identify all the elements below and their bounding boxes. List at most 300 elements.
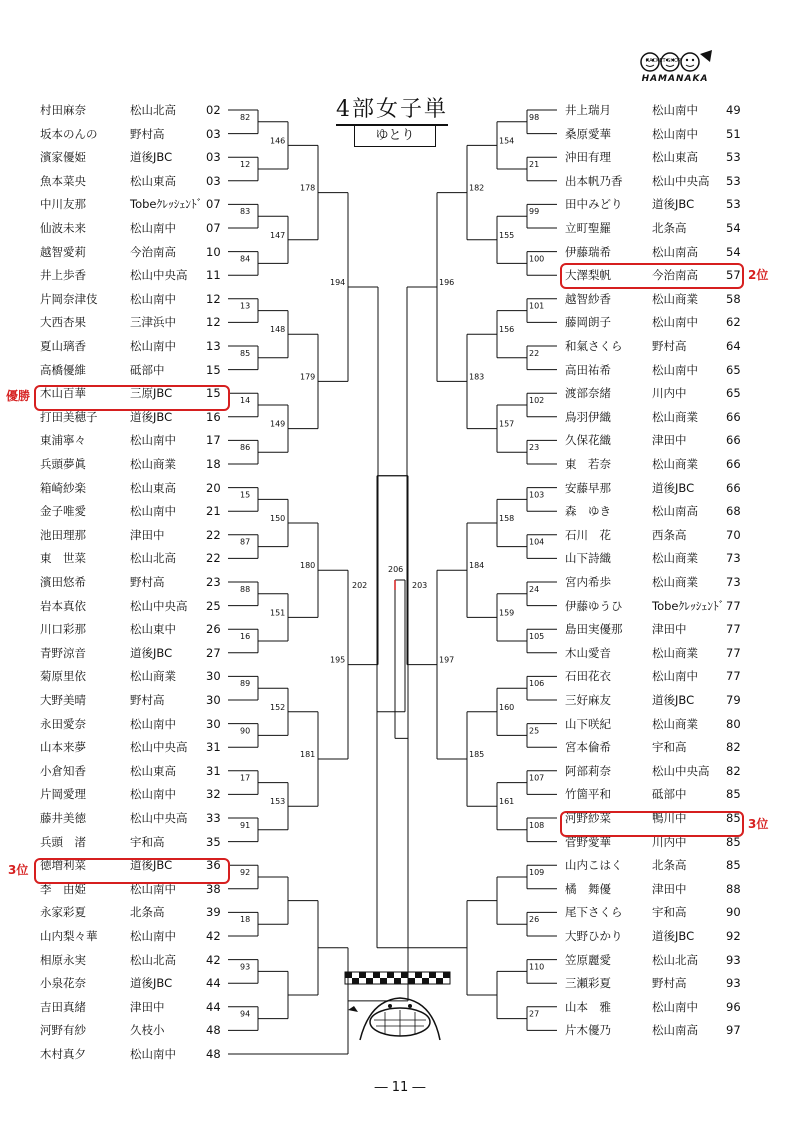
shuttlecock-mascot-icon [340,970,455,1045]
player-club: 松山南中 [130,504,176,519]
right-player-row [0,525,800,545]
right-player-row [0,100,800,120]
player-club: 津田中 [652,622,687,637]
player-club: 松山南中 [130,929,176,943]
player-club: 道後JBC [130,150,173,165]
player-number: 53 [726,197,741,212]
player-club: 松山南中 [652,126,698,141]
match-number: 83 [240,207,251,217]
match-number: 150 [270,514,286,523]
player-number: 57 [726,268,741,283]
player-name: 三好麻友 [565,693,611,707]
third-place-highlight-left [34,858,230,884]
player-number: 07 [206,197,221,212]
match-number: 101 [529,301,545,311]
player-club: 川内中 [652,834,687,849]
player-name: 木村真夕 [40,1047,86,1061]
player-number: 22 [206,551,221,566]
match-number: 18 [240,915,251,925]
player-club: 松山南中 [130,291,176,306]
match-number: 156 [499,325,515,335]
player-number: 77 [726,645,741,660]
player-club: 松山商業 [130,457,176,471]
player-number: 42 [206,929,221,943]
match-number: 26 [529,915,540,925]
match-number: 153 [270,797,286,807]
player-number: 66 [726,409,741,424]
match-number: 206 [388,565,404,574]
player-name: 東 世菜 [40,551,86,566]
player-name: 高田祐希 [565,362,611,377]
logo-sub-text: RACKET SHOP [646,58,682,64]
match-number: 181 [300,750,316,759]
player-number: 49 [726,103,741,117]
player-club: 松山南中 [130,339,176,353]
player-club: 久枝小 [130,1023,165,1038]
player-name: 李 由姫 [40,881,86,896]
player-name: 永家彩夏 [40,905,86,920]
player-club: 砥部中 [652,787,687,802]
match-number: 159 [499,608,515,618]
match-number: 87 [240,537,251,547]
right-player-row [0,171,800,191]
player-name: 鳥羽伊織 [565,409,611,424]
match-number: 92 [240,868,251,877]
player-number: 65 [726,386,741,401]
player-number: 33 [206,811,221,825]
player-number: 42 [206,952,221,967]
match-number: 147 [270,230,286,240]
player-name: 石田花衣 [565,669,611,684]
player-club: Tobeｸﾚｯｼｪﾝﾄﾞ [130,197,203,212]
player-number: 77 [726,598,741,613]
player-name: 大野美晴 [40,693,86,707]
match-number: 25 [529,726,540,736]
player-club: 松山商業 [652,575,698,589]
player-club: 松山南中 [130,787,176,802]
player-club: 津田中 [130,999,165,1014]
player-number: 27 [206,645,221,660]
match-number: 184 [469,561,485,571]
player-number: 85 [726,858,741,873]
player-club: 川内中 [652,386,687,401]
player-name: 森 ゆき [565,504,611,519]
match-number: 202 [352,581,368,590]
match-number: 180 [300,561,316,571]
player-club: 宇和高 [652,740,687,755]
player-name: 兵頭夢眞 [40,457,86,471]
player-number: 17 [206,433,221,448]
player-club: 松山南中 [652,669,698,684]
player-name: 山内こはく [565,858,623,873]
player-number: 77 [726,669,741,684]
match-number: 110 [529,962,545,972]
right-player-row [0,194,800,217]
player-name: 桑原愛華 [565,126,611,141]
match-number: 109 [529,868,545,877]
match-number: 89 [240,679,251,689]
match-number: 154 [499,136,515,146]
player-number: 30 [206,693,221,707]
player-club: 松山東高 [130,173,176,188]
left-player-row [0,1044,800,1064]
player-number: 11 [206,268,221,283]
player-club: 道後JBC [652,480,695,495]
player-number: 30 [206,669,221,684]
player-name: 出本帆乃香 [565,173,623,188]
match-number: 183 [469,372,485,382]
player-name: 山本来夢 [40,740,86,755]
player-name: 川口彩那 [40,622,86,637]
player-club: 松山商業 [652,457,698,471]
match-number: 27 [529,1009,540,1019]
right-player-row [0,666,800,689]
right-player-row [0,926,800,946]
player-name: 三瀬彩夏 [565,976,611,991]
player-club: 宇和高 [652,905,687,920]
player-number: 85 [726,811,741,825]
page-title: 4部女子単 [336,92,448,126]
player-club: 松山南中 [130,221,176,235]
player-name: 村田麻奈 [40,103,86,117]
player-number: 66 [726,433,741,448]
player-number: 13 [206,339,221,353]
player-name: 井上瑞月 [565,103,611,117]
match-number: 160 [499,702,515,712]
match-number: 17 [240,773,251,783]
second-place-label: 2位 [748,268,769,282]
player-name: 宮本倫希 [565,740,611,755]
player-name: 井上歩香 [40,268,86,283]
player-number: 54 [726,221,741,235]
player-name: 藤岡朗子 [565,315,611,330]
player-name: 菅野愛華 [565,834,611,849]
player-name: 打田美穂子 [40,409,98,424]
player-club: 松山南中 [130,881,176,896]
player-club: 道後JBC [652,197,695,212]
player-number: 93 [726,952,741,967]
player-club: 松山南中 [652,103,698,117]
player-name: 越智紗香 [565,291,611,306]
player-name: 安藤早那 [565,480,611,495]
match-number: 149 [270,419,286,429]
player-number: 44 [206,999,221,1014]
player-club: 道後JBC [652,929,695,943]
match-number: 82 [240,112,251,122]
player-number: 18 [206,457,221,471]
player-number: 80 [726,716,741,731]
player-club: 北条高 [130,905,165,920]
player-club: 野村高 [130,126,165,141]
player-number: 68 [726,504,741,519]
player-club: 松山商業 [652,409,698,424]
player-club: 砥部中 [130,362,165,377]
right-player-row [0,737,800,757]
player-club: 今治南高 [130,244,176,259]
player-name: 濱田悠希 [40,575,86,589]
player-name: 池田理那 [40,527,86,542]
player-number: 79 [726,693,741,707]
player-club: Tobeｸﾚｯｼｪﾝﾄﾞ [652,598,725,613]
second-place-highlight [560,263,744,289]
match-number: 161 [499,797,515,807]
player-name: 東 若奈 [565,457,611,471]
player-number: 48 [206,1023,221,1038]
match-number: 15 [240,490,251,500]
player-number: 23 [206,575,221,589]
right-player-row [0,619,800,639]
match-number: 196 [439,278,455,287]
player-number: 10 [206,244,221,259]
right-player-row [0,950,800,970]
match-number: 107 [529,773,545,783]
player-number: 31 [206,763,221,778]
match-number: 100 [529,254,545,264]
right-player-row [0,784,800,807]
player-name: 伊藤ゆうひ [565,598,623,613]
right-player-row [0,902,800,925]
player-name: 島田実優那 [565,622,623,637]
player-number: 54 [726,244,741,259]
player-club: 道後JBC [652,693,695,707]
player-name: 魚本菜央 [40,173,86,188]
match-number: 12 [240,160,251,169]
player-number: 85 [726,834,741,849]
right-player-row [0,714,800,734]
player-number: 21 [206,504,221,519]
player-name: 竹箇平和 [565,787,611,802]
player-name: 大野ひかり [565,929,623,943]
match-number: 91 [240,820,251,830]
player-number: 92 [726,929,741,943]
player-club: 三原JBC [130,386,173,401]
match-number: 152 [270,702,286,712]
match-number: 203 [412,581,428,590]
player-name: 木山百華 [40,386,86,401]
third-place-label-right: 3位 [748,817,769,831]
player-name: 橘 舞優 [565,881,611,896]
player-name: 大西杏果 [40,315,86,330]
player-club: 西条高 [652,527,687,542]
match-number: 151 [270,608,286,618]
player-name: 笠原麗愛 [565,952,611,967]
player-name: 兵頭 渚 [40,834,86,849]
player-name: 高橋優維 [40,362,86,377]
match-number: 108 [529,820,545,830]
player-number: 93 [726,976,741,991]
player-number: 16 [206,409,221,424]
player-number: 30 [206,716,221,731]
match-number: 158 [499,514,515,523]
player-name: 越智愛莉 [40,244,86,259]
player-number: 53 [726,150,741,165]
player-number: 77 [726,622,741,637]
player-club: 松山北高 [130,551,176,566]
player-club: 松山中央高 [130,740,188,755]
player-name: 片木優乃 [565,1023,611,1038]
right-player-row [0,501,800,521]
player-club: 松山商業 [652,291,698,306]
player-club: 津田中 [652,433,687,448]
player-number: 73 [726,551,741,566]
right-player-row [0,596,800,616]
player-name: 吉田真緒 [40,999,86,1014]
player-club: 三津浜中 [130,315,176,330]
player-name: 岩本真依 [40,598,86,613]
right-player-row [0,572,800,592]
right-player-row [0,761,800,781]
player-number: 36 [206,858,221,873]
player-name: 藤井美徳 [40,811,86,825]
match-number: 178 [300,183,316,193]
player-name: 大澤梨帆 [565,268,611,283]
player-name: 中川友那 [40,197,86,212]
player-club: 道後JBC [130,645,173,660]
player-number: 62 [726,315,741,330]
right-player-row [0,218,800,238]
player-name: 石川 花 [565,527,611,542]
player-club: 野村高 [130,575,165,589]
player-number: 90 [726,905,741,920]
match-number: 185 [469,750,485,759]
player-club: 松山南中 [130,433,176,448]
player-club: 松山商業 [130,669,176,684]
match-number: 85 [240,348,251,358]
player-name: 渡部奈緒 [565,386,611,401]
player-club: 松山南中 [130,1047,176,1061]
player-name: 小倉知香 [40,763,86,778]
player-number: 12 [206,315,221,330]
match-number: 94 [240,1009,251,1019]
player-club: 松山中央高 [130,811,188,825]
player-name: 箱崎紗楽 [40,480,86,495]
match-number: 14 [240,396,251,405]
match-number: 104 [529,537,545,547]
player-name: 永田愛奈 [40,716,86,731]
player-name: 河野紗菜 [565,811,611,825]
player-club: 野村高 [652,976,687,991]
player-name: 夏山璃香 [40,339,86,353]
player-name: 和氣さくら [565,339,623,353]
match-number: 90 [240,726,251,736]
player-club: 道後JBC [130,409,173,424]
right-player-row [0,289,800,309]
player-number: 64 [726,339,741,353]
right-player-row [0,690,800,710]
match-number: 21 [529,160,540,169]
player-club: 松山北高 [130,103,176,117]
player-name: 木山愛音 [565,645,611,660]
player-number: 03 [206,126,221,141]
match-number: 182 [469,183,485,193]
player-name: 濱家優姫 [40,150,86,165]
right-player-row [0,242,800,262]
player-name: 田中みどり [565,197,623,212]
player-name: 沖田有理 [565,150,611,165]
match-number: 16 [240,632,251,641]
division-subtitle: ゆとり [354,125,436,147]
right-player-row [0,643,800,663]
match-number: 22 [529,348,540,358]
player-name: 久保花織 [565,433,611,448]
player-number: 39 [206,905,221,920]
player-name: 青野涼音 [40,645,86,660]
match-number: 93 [240,962,251,972]
player-number: 44 [206,976,221,991]
player-number: 20 [206,480,221,495]
player-number: 82 [726,763,741,778]
player-name: 徳増利菜 [40,858,86,873]
player-club: 北条高 [652,858,687,873]
player-name: 小泉花奈 [40,976,86,991]
player-number: 97 [726,1023,741,1038]
winner-highlight [34,385,230,411]
player-number: 15 [206,386,221,401]
player-number: 25 [206,598,221,613]
player-club: 松山東高 [652,150,698,165]
player-name: 東浦寧々 [40,433,86,448]
player-number: 85 [726,787,741,802]
player-number: 32 [206,787,221,802]
match-number: 23 [529,443,540,453]
match-number: 179 [300,372,316,382]
player-number: 58 [726,291,741,306]
match-number: 88 [240,584,251,594]
right-player-row [0,312,800,335]
right-player-row [0,147,800,167]
player-name: 河野有紗 [40,1023,86,1038]
right-player-row [0,478,800,498]
player-club: 松山中央高 [130,598,188,613]
player-name: 片岡奈津伎 [40,291,98,306]
match-number: 99 [529,207,540,217]
player-club: 津田中 [652,881,687,896]
player-club: 道後JBC [130,976,173,991]
player-club: 松山商業 [652,716,698,731]
right-player-row [0,454,800,474]
player-number: 26 [206,622,221,637]
match-number: 106 [529,679,545,689]
player-name: 宮内希歩 [565,575,611,589]
player-club: 松山北高 [652,952,698,967]
player-name: 山内梨々華 [40,929,98,943]
player-name: 伊藤瑞希 [565,244,611,259]
player-name: 山下咲紀 [565,716,611,731]
player-club: 松山南高 [652,1023,698,1038]
right-player-row [0,430,800,453]
player-number: 73 [726,575,741,589]
player-name: 山本 雅 [565,999,611,1014]
player-number: 15 [206,362,221,377]
match-number: 84 [240,254,251,264]
match-number: 24 [529,584,540,594]
player-club: 北条高 [652,221,687,235]
match-number: 98 [529,112,540,122]
player-name: 片岡愛理 [40,787,86,802]
player-number: 12 [206,291,221,306]
player-number: 03 [206,173,221,188]
player-name: 山下詩織 [565,551,611,566]
match-number: 13 [240,301,251,311]
right-player-row [0,336,800,356]
match-number: 105 [529,632,545,641]
player-number: 88 [726,881,741,896]
logo-text: HAMANAKA [641,74,709,84]
player-name: 相原永実 [40,952,86,967]
player-club: 鴨川中 [652,811,687,825]
player-number: 22 [206,527,221,542]
player-number: 31 [206,740,221,755]
